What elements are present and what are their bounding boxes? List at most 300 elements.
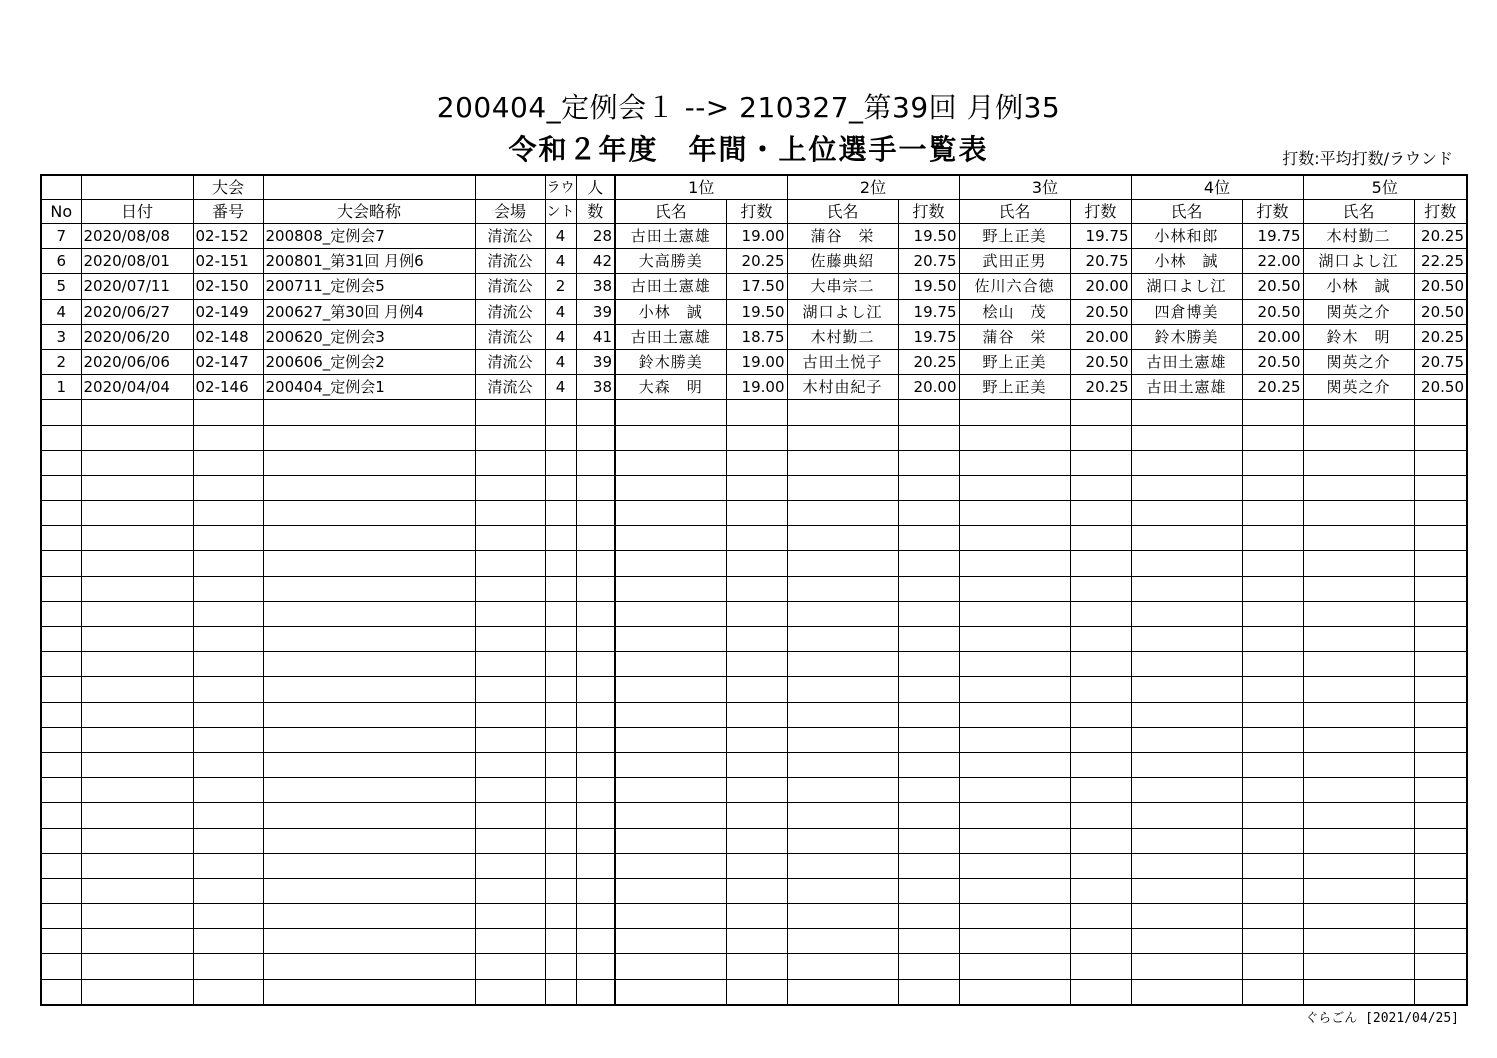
cell-rank3-score [1070,425,1131,450]
cell-rounds: 4 [545,324,576,349]
cell-no [41,551,81,576]
cell-rounds [545,702,576,727]
cell-event-abbr: 200627_第30回 月例4 [263,299,475,324]
cell-rank5-score [1414,425,1467,450]
cell-event-abbr [263,576,475,601]
cell-rank1-name [615,501,726,526]
cell-rank1-name [615,904,726,929]
cell-venue: 清流公 [475,224,545,249]
cell-rank4-name: 四倉博美 [1131,299,1242,324]
cell-rank4-name: 小林和郎 [1131,224,1242,249]
cell-venue [475,778,545,803]
table-row [41,627,1467,652]
cell-rank2-name [787,450,898,475]
cell-rank5-name [1303,803,1414,828]
cell-rank4-name [1131,904,1242,929]
cell-rank4-score [1242,878,1303,903]
cell-rank1-score [726,475,787,500]
cell-event-abbr [263,727,475,752]
cell-venue: 清流公 [475,375,545,400]
cell-rank2-score [898,601,959,626]
cell-rank5-name [1303,853,1414,878]
cell-rank1-name [615,551,726,576]
cell-rounds [545,904,576,929]
cell-rank3-name: 野上正美 [959,375,1070,400]
cell-rank1-name [615,727,726,752]
cell-rank3-name [959,929,1070,954]
header-score-4: 打数 [1242,200,1303,224]
cell-date: 2020/08/08 [81,224,193,249]
cell-rank1-score [726,677,787,702]
cell-rank4-name [1131,878,1242,903]
cell-event-id [193,803,263,828]
cell-people [576,526,615,551]
cell-rank2-score [898,778,959,803]
cell-rank1-name [615,450,726,475]
cell-venue [475,627,545,652]
cell-rounds [545,677,576,702]
header-people-top: 人 [576,175,615,200]
cell-date [81,828,193,853]
cell-rank2-name [787,501,898,526]
cell-rank1-score [726,904,787,929]
cell-rounds [545,828,576,853]
cell-rank3-name [959,828,1070,853]
cell-rank1-name [615,652,726,677]
cell-people [576,450,615,475]
cell-rank5-score [1414,727,1467,752]
cell-rank4-score: 19.75 [1242,224,1303,249]
cell-event-id [193,501,263,526]
cell-rank3-score [1070,752,1131,777]
cell-rank5-score [1414,954,1467,979]
cell-no [41,878,81,903]
cell-date: 2020/04/04 [81,375,193,400]
cell-event-id [193,979,263,1005]
table-row [41,375,1467,400]
cell-rank5-score [1414,576,1467,601]
cell-rank5-name [1303,551,1414,576]
cell-rank5-score [1414,475,1467,500]
cell-rank3-score [1070,929,1131,954]
cell-rank1-score [726,853,787,878]
cell-rank5-name: 関英之介 [1303,375,1414,400]
cell-no: 3 [41,324,81,349]
table-row [41,526,1467,551]
cell-rank2-score [898,425,959,450]
cell-date [81,677,193,702]
cell-rank4-score [1242,627,1303,652]
cell-rank3-score [1070,551,1131,576]
cell-rounds [545,576,576,601]
table-row [41,853,1467,878]
cell-rounds [545,878,576,903]
cell-rank2-score [898,627,959,652]
cell-rank3-name [959,526,1070,551]
cell-rank1-name [615,752,726,777]
table-row [41,601,1467,626]
cell-rank1-name: 古田土憲雄 [615,324,726,349]
cell-no [41,904,81,929]
cell-rank1-score [726,400,787,425]
header-score-1: 打数 [726,200,787,224]
cell-no [41,778,81,803]
cell-people [576,400,615,425]
cell-rank5-name [1303,450,1414,475]
cell-rank4-score: 20.25 [1242,375,1303,400]
cell-event-abbr: 200808_定例会7 [263,224,475,249]
table-row [41,954,1467,979]
cell-rank4-score [1242,954,1303,979]
cell-rank5-score [1414,627,1467,652]
cell-rank5-name [1303,601,1414,626]
cell-rank3-score [1070,954,1131,979]
cell-date [81,778,193,803]
cell-event-id: 02-151 [193,249,263,274]
cell-venue [475,677,545,702]
cell-rank2-name [787,904,898,929]
cell-venue [475,702,545,727]
cell-rank5-score [1414,551,1467,576]
cell-rounds [545,853,576,878]
cell-venue [475,551,545,576]
table-row [41,677,1467,702]
cell-rank4-score [1242,752,1303,777]
footer-credit: ぐらごん [2021/04/25] [1305,1011,1459,1026]
header-name-5: 氏名 [1303,200,1414,224]
cell-venue: 清流公 [475,299,545,324]
cell-no [41,702,81,727]
cell-rank3-score: 20.25 [1070,375,1131,400]
cell-rank5-score [1414,853,1467,878]
cell-rank5-score [1414,979,1467,1005]
cell-rank4-score: 20.50 [1242,299,1303,324]
table-row [41,400,1467,425]
table-row [41,803,1467,828]
cell-people [576,904,615,929]
cell-event-id: 02-150 [193,274,263,299]
cell-event-abbr [263,702,475,727]
cell-rounds [545,803,576,828]
cell-rank5-score [1414,677,1467,702]
cell-event-abbr [263,752,475,777]
cell-date [81,904,193,929]
cell-rank2-name [787,400,898,425]
cell-people [576,752,615,777]
cell-no: 5 [41,274,81,299]
cell-rank2-name: 木村由紀子 [787,375,898,400]
header-taikai-bottom: 番号 [193,200,263,224]
cell-event-abbr: 200606_定例会2 [263,349,475,374]
table-row [41,299,1467,324]
cell-rank1-score [726,803,787,828]
cell-rank4-name [1131,752,1242,777]
cell-rank3-name: 野上正美 [959,224,1070,249]
cell-no [41,526,81,551]
table-row [41,501,1467,526]
cell-rank5-name [1303,878,1414,903]
cell-rank5-name [1303,752,1414,777]
cell-rank1-name [615,475,726,500]
cell-no [41,677,81,702]
cell-rank3-score [1070,727,1131,752]
cell-event-id [193,904,263,929]
cell-rank1-name: 鈴木勝美 [615,349,726,374]
header-rounds-bottom: ント [545,200,576,224]
cell-rank4-score [1242,727,1303,752]
cell-venue: 清流公 [475,274,545,299]
cell-venue [475,400,545,425]
cell-rank3-name: 武田正男 [959,249,1070,274]
cell-rank3-name [959,576,1070,601]
cell-rank3-name [959,425,1070,450]
cell-people [576,828,615,853]
cell-rank5-name [1303,501,1414,526]
cell-no [41,601,81,626]
cell-rank2-name [787,752,898,777]
cell-venue [475,803,545,828]
cell-rank2-name: 湖口よし江 [787,299,898,324]
cell-rank1-score [726,752,787,777]
cell-event-id [193,954,263,979]
cell-people: 42 [576,249,615,274]
cell-rank1-name: 古田土憲雄 [615,224,726,249]
cell-rank2-name [787,677,898,702]
cell-rank4-name [1131,501,1242,526]
cell-rounds [545,601,576,626]
cell-rank1-name: 古田土憲雄 [615,274,726,299]
cell-rank5-score: 20.50 [1414,274,1467,299]
cell-rank5-score [1414,450,1467,475]
cell-people: 39 [576,299,615,324]
cell-no [41,475,81,500]
cell-rank4-score [1242,501,1303,526]
cell-event-abbr [263,450,475,475]
cell-event-id [193,475,263,500]
cell-people [576,652,615,677]
cell-venue [475,727,545,752]
cell-date: 2020/08/01 [81,249,193,274]
cell-no: 4 [41,299,81,324]
cell-rank4-score [1242,576,1303,601]
cell-rank4-name: 古田土憲雄 [1131,349,1242,374]
cell-rank3-score [1070,702,1131,727]
cell-rank2-name [787,727,898,752]
cell-rank5-score [1414,904,1467,929]
cell-rounds [545,551,576,576]
cell-rank3-name [959,778,1070,803]
cell-rounds [545,400,576,425]
cell-rank2-score [898,526,959,551]
cell-rank1-name [615,425,726,450]
cell-rank5-score [1414,652,1467,677]
cell-people [576,677,615,702]
cell-no: 2 [41,349,81,374]
cell-people [576,425,615,450]
cell-rank1-score: 20.25 [726,249,787,274]
cell-event-abbr [263,425,475,450]
cell-rank5-score: 22.25 [1414,249,1467,274]
cell-rank3-score [1070,450,1131,475]
cell-rounds [545,727,576,752]
cell-rank3-name [959,652,1070,677]
cell-rank3-name [959,853,1070,878]
header-name-3: 氏名 [959,200,1070,224]
cell-people [576,702,615,727]
cell-date [81,425,193,450]
header-rank-2: 2位 [787,175,959,200]
cell-rounds: 2 [545,274,576,299]
header-rank-1: 1位 [615,175,787,200]
cell-rank4-name [1131,601,1242,626]
cell-rank5-score [1414,702,1467,727]
cell-rank3-score [1070,677,1131,702]
cell-rank4-name: 湖口よし江 [1131,274,1242,299]
cell-rank2-name [787,702,898,727]
cell-event-abbr: 200404_定例会1 [263,375,475,400]
header-rank-4: 4位 [1131,175,1303,200]
cell-rank5-score [1414,526,1467,551]
cell-event-id: 02-147 [193,349,263,374]
cell-rank2-name: 木村勤二 [787,324,898,349]
cell-rank3-name [959,702,1070,727]
cell-date [81,853,193,878]
cell-rank4-score [1242,904,1303,929]
header-no: No [41,200,81,224]
cell-rank3-name [959,904,1070,929]
cell-event-abbr [263,526,475,551]
cell-rank1-score: 17.50 [726,274,787,299]
cell-rank3-score: 20.50 [1070,299,1131,324]
cell-rank1-score [726,601,787,626]
header-no-top [41,175,81,200]
cell-rank1-name [615,400,726,425]
cell-venue [475,601,545,626]
cell-no [41,627,81,652]
cell-rank5-name [1303,400,1414,425]
cell-rank4-score [1242,677,1303,702]
cell-date [81,752,193,777]
cell-event-abbr [263,677,475,702]
cell-rank3-score: 19.75 [1070,224,1131,249]
cell-rank4-score [1242,450,1303,475]
cell-rank1-score [726,425,787,450]
cell-rank3-name [959,400,1070,425]
cell-date [81,954,193,979]
cell-rounds [545,627,576,652]
cell-rank4-score [1242,828,1303,853]
cell-rank2-name [787,954,898,979]
table-row [41,224,1467,249]
cell-no [41,727,81,752]
cell-rank1-name [615,576,726,601]
header-rounds-top: ラウ [545,175,576,200]
cell-rank3-name [959,803,1070,828]
cell-rank1-score [726,551,787,576]
cell-rank5-name [1303,425,1414,450]
cell-rank3-score: 20.50 [1070,349,1131,374]
cell-rank1-name [615,803,726,828]
cell-rank2-name [787,778,898,803]
cell-date: 2020/06/06 [81,349,193,374]
cell-rank2-score [898,878,959,903]
cell-people [576,803,615,828]
cell-rank2-score [898,677,959,702]
header-name-1: 氏名 [615,200,726,224]
cell-people [576,576,615,601]
table-row [41,702,1467,727]
cell-event-id [193,652,263,677]
header-people-bottom: 数 [576,200,615,224]
cell-event-id [193,752,263,777]
header-score-3: 打数 [1070,200,1131,224]
cell-people [576,475,615,500]
cell-rank3-name [959,627,1070,652]
cell-rank5-name [1303,954,1414,979]
cell-date [81,929,193,954]
cell-rank5-score [1414,878,1467,903]
cell-rank5-score [1414,778,1467,803]
cell-rank5-score: 20.50 [1414,299,1467,324]
cell-people: 38 [576,375,615,400]
cell-rank1-score [726,778,787,803]
cell-rank3-name: 蒲谷 栄 [959,324,1070,349]
cell-rank5-score [1414,752,1467,777]
cell-rank4-score: 22.00 [1242,249,1303,274]
cell-rank2-score: 20.75 [898,249,959,274]
header-row-top [41,175,1467,200]
cell-rank3-score [1070,979,1131,1005]
cell-rank4-name [1131,425,1242,450]
cell-rank2-score [898,752,959,777]
cell-rank3-name [959,501,1070,526]
header-name-4: 氏名 [1131,200,1242,224]
cell-rank5-name [1303,727,1414,752]
cell-event-id [193,853,263,878]
header-score-5: 打数 [1414,200,1467,224]
cell-rank1-score [726,526,787,551]
cell-venue [475,576,545,601]
cell-rounds: 4 [545,224,576,249]
cell-event-abbr [263,878,475,903]
cell-rank1-name [615,526,726,551]
table-row [41,652,1467,677]
cell-people: 41 [576,324,615,349]
cell-rank4-name [1131,400,1242,425]
cell-rank5-name: 関英之介 [1303,349,1414,374]
cell-rounds [545,425,576,450]
cell-rank5-name: 湖口よし江 [1303,249,1414,274]
cell-rank1-score [726,929,787,954]
cell-event-abbr: 200711_定例会5 [263,274,475,299]
cell-rank2-score [898,400,959,425]
table-row [41,425,1467,450]
header-abbr: 大会略称 [263,200,475,224]
header-row-bottom [41,200,1467,224]
cell-rank4-name [1131,576,1242,601]
cell-rank5-score: 20.50 [1414,375,1467,400]
cell-rank2-score [898,803,959,828]
cell-rank1-name [615,853,726,878]
cell-event-id: 02-146 [193,375,263,400]
table-row [41,752,1467,777]
cell-rounds [545,501,576,526]
cell-rank5-name [1303,677,1414,702]
cell-rank1-score: 19.00 [726,224,787,249]
cell-rank3-name [959,979,1070,1005]
score-note: 打数:平均打数/ラウンド [1282,149,1453,168]
cell-rank5-name: 小林 誠 [1303,274,1414,299]
